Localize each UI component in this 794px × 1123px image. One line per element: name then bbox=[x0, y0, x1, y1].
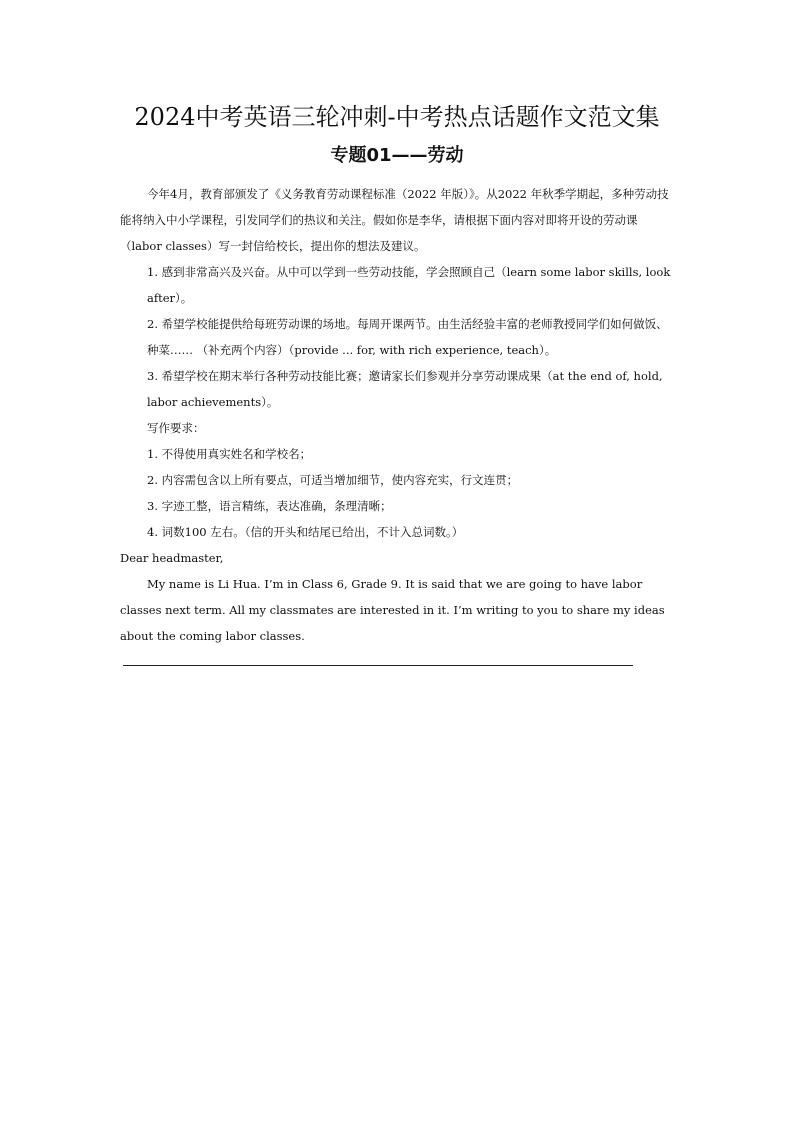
task-point-2: 2. 希望学校能提供给每班劳动课的场地。每周开课两节。由生活经验丰富的老师教授同学们如何做饭、种菜…… （补充两个内容）（provide ... for, with rich experience, teach）。 bbox=[147, 317, 668, 357]
task-intro: 今年4月，教育部颁发了《义务教育劳动课程标准（2022 年版）》。从2022 年秋季学期起，多种劳动技能将纳入中小学课程，引发同学们的热议和关注。假如你是李华，请根据下面内容对即将开设的劳动课（labor classes）写一封信给校长，提出你的想法及建议。 bbox=[120, 187, 669, 253]
document-subtitle: 专题01——劳动 bbox=[330, 145, 464, 166]
requirement-1: 1. 不得使用真实姓名和学校名； bbox=[147, 447, 312, 461]
document-title: 2024中考英语三轮冲刺-中考热点话题作文范文集 bbox=[134, 103, 660, 131]
requirement-3: 3. 字迹工整，语言精练，表达准确，条理清晰； bbox=[147, 499, 392, 513]
letter-body-text: My name is Li Hua. I’m in Class 6, Grade 9. It is said that we are going to have labor classes next term. All my classmates are interested in it. I’m writing to you to share my ideas about the coming labor classes. bbox=[120, 577, 665, 643]
letter-salutation: Dear headmaster, bbox=[120, 551, 224, 565]
requirement-4: 4. 词数100 左右。（信的开头和结尾已给出，不计入总词数。） bbox=[147, 525, 464, 539]
letter-body bbox=[120, 571, 675, 675]
task-point-3: 3. 希望学校在期末举行各种劳动技能比赛；邀请家长们参观并分享劳动课成果（at the end of, hold, labor achievements）。 bbox=[147, 369, 663, 409]
answer-blank-line[interactable] bbox=[123, 653, 633, 666]
requirements-heading: 写作要求： bbox=[147, 421, 205, 435]
document-content bbox=[120, 181, 675, 675]
task-point-1: 1. 感到非常高兴及兴奋。从中可以学到一些劳动技能，学会照顾自己（learn some labor skills, look after）。 bbox=[147, 265, 671, 305]
requirement-2: 2. 内容需包含以上所有要点，可适当增加细节，使内容充实，行文连贯； bbox=[147, 473, 519, 487]
